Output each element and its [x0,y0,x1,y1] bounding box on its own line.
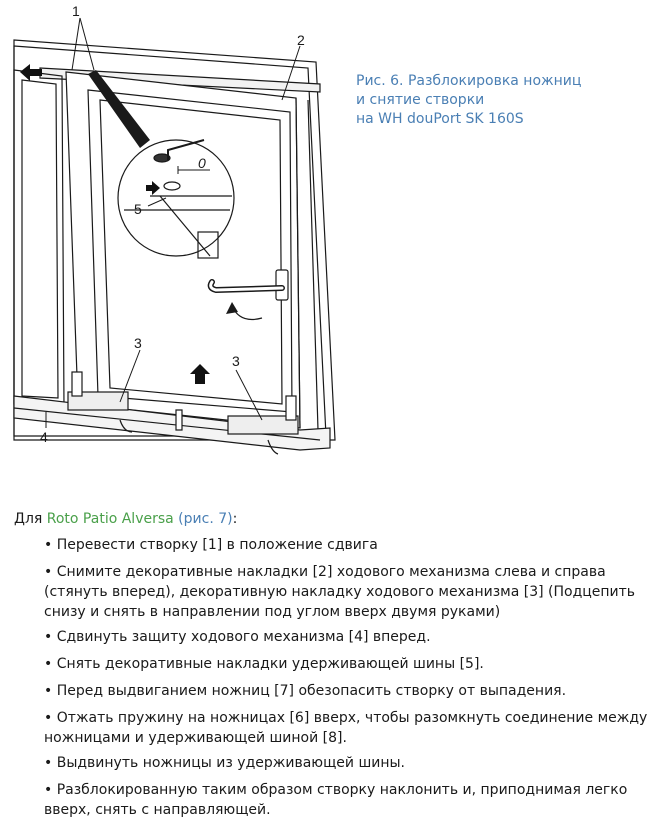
list-item: • Снимите декоративные накладки [2] ходового механизма слева и справа (стянуть вперед), декоративную накладку ходового механизма [3] (Подцепить снизу и снять в направлении под углом вверх двумя руками) [44,564,636,620]
intro-suffix: : [232,511,238,527]
callout-1: 1 [72,3,80,19]
brand-link[interactable]: Roto Patio Alversa [46,511,174,527]
list-item: • Снять декоративные накладки удерживающей шины [5]. [44,656,484,672]
caption-line-2: и снятие створки [356,92,485,108]
list-item: • Отжать пружину на ножницах [6] вверх, чтобы разомкнуть соединение между ножницами и удерживающей шиной [8]. [44,710,648,746]
callout-5: 5 [134,201,142,217]
intro-line [14,510,237,528]
callout-2: 2 [297,32,305,48]
list-item: • Разблокированную таким образом створку наклонить и, приподнимая легко вверх, снять с направляющей. [44,782,628,818]
list-item: • Сдвинуть защиту ходового механизма [4] вперед. [44,629,431,645]
callout-0: 0 [198,155,206,171]
arrow-left-icon [20,64,42,81]
instruction-list [44,535,649,827]
figure-caption [356,72,646,129]
callout-3-left: 3 [134,335,142,351]
window-drawing [0,0,350,470]
callout-3-right: 3 [232,353,240,369]
caption-line-3: на WH douPort SK 160S [356,111,524,127]
list-item: • Перевести створку [1] в положение сдвига [44,537,378,553]
window-diagram [0,0,350,470]
caption-line-1: Рис. 6. Разблокировка ножниц [356,73,582,89]
handle-escutcheon [276,270,288,300]
intro-prefix: Для [14,511,47,527]
callout-4: 4 [40,429,48,445]
fixed-pane-glass [22,80,58,398]
list-item: • Выдвинуть ножницы из удерживающей шины. [44,755,406,771]
zoom-detail-circle [118,140,234,256]
figure-reference-link[interactable]: (рис. 7) [173,511,233,527]
list-item: • Перед выдвиганием ножниц [7] обезопасить створку от выпадения. [44,683,567,699]
